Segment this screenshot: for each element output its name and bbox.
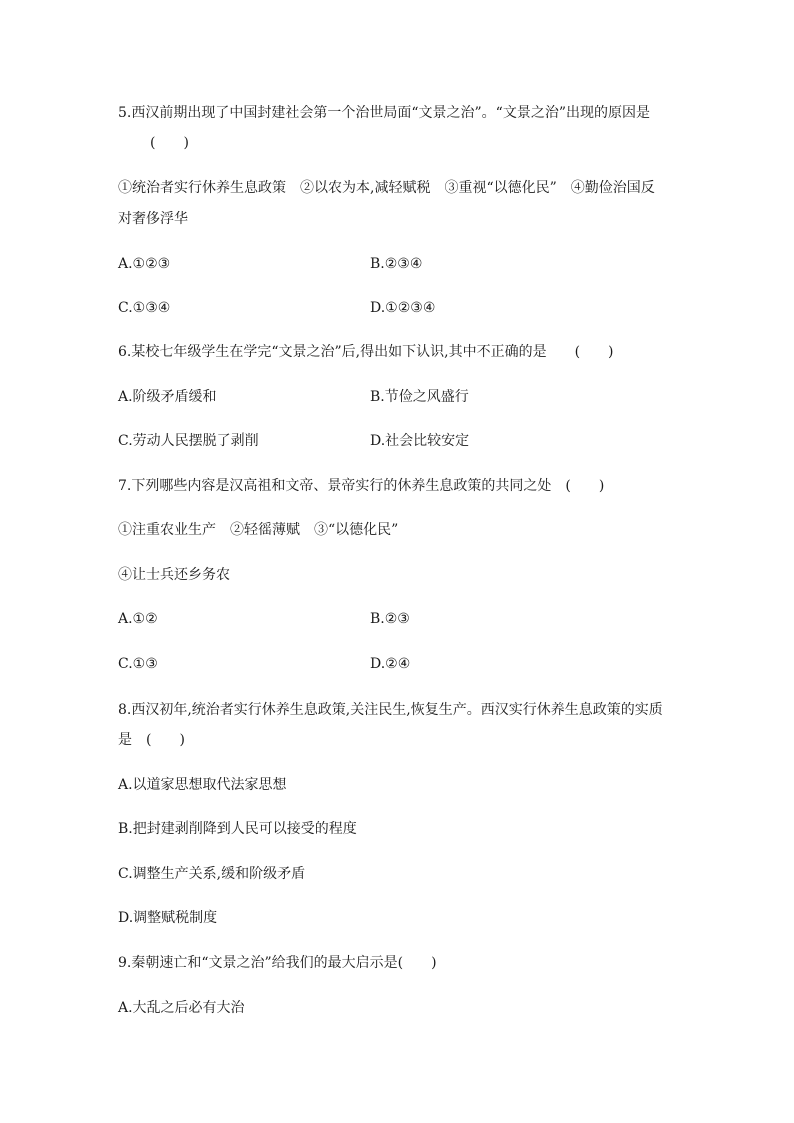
q9-stem-line1: 9.秦朝速亡和“文景之治”给我们的最大启示是( ) [118, 955, 437, 971]
q7-option-b: B.②③ [370, 611, 410, 627]
q5-statements-line2: 对奢侈浮华 [118, 211, 188, 227]
q8-option-b: B.把封建剥削降到人民可以接受的程度 [118, 821, 357, 837]
q5-statements-line1: ①统治者实行休养生息政策 ②以农为本,减轻赋税 ③重视“以德化民” ④勤俭治国反 [118, 180, 655, 196]
q7-statements-line2: ④让士兵还乡务农 [118, 567, 230, 583]
q8-option-c: C.调整生产关系,缓和阶级矛盾 [118, 866, 306, 882]
q6-stem-line1: 6.某校七年级学生在学完“文景之治”后,得出如下认识,其中不正确的是 ( ) [118, 344, 614, 360]
q5-option-a: A.①②③ [118, 256, 171, 272]
q5-option-d: D.①②③④ [370, 300, 436, 316]
q5-option-b: B.②③④ [370, 256, 423, 272]
q7-stem-line1: 7.下列哪些内容是汉高祖和文帝、景帝实行的休养生息政策的共同之处 ( ) [118, 478, 605, 494]
q8-option-d: D.调整赋税制度 [118, 910, 218, 926]
q7-option-d: D.②④ [370, 656, 411, 672]
q5-stem-line2: ( ) [150, 135, 189, 151]
q7-option-c: C.①③ [118, 656, 158, 672]
q8-option-a: A.以道家思想取代法家思想 [118, 777, 287, 793]
q6-option-c: C.劳动人民摆脱了剥削 [118, 433, 259, 449]
q9-option-a: A.大乱之后必有大治 [118, 1000, 245, 1016]
q6-option-b: B.节俭之风盛行 [370, 389, 469, 405]
q6-option-a: A.阶级矛盾缓和 [118, 389, 217, 405]
q8-stem-line2: 是 ( ) [118, 732, 185, 748]
q5-stem-line1: 5.西汉前期出现了中国封建社会第一个治世局面“文景之治”。“文景之治”出现的原因是 [118, 105, 650, 121]
q6-option-d: D.社会比较安定 [370, 433, 470, 449]
q8-stem-line1: 8.西汉初年,统治者实行休养生息政策,关注民生,恢复生产。西汉实行休养生息政策的实质 [118, 702, 663, 718]
q5-option-c: C.①③④ [118, 300, 171, 316]
q7-option-a: A.①② [118, 611, 158, 627]
q7-statements-line1: ①注重农业生产 ②轻徭薄赋 ③“以德化民” [118, 522, 399, 538]
